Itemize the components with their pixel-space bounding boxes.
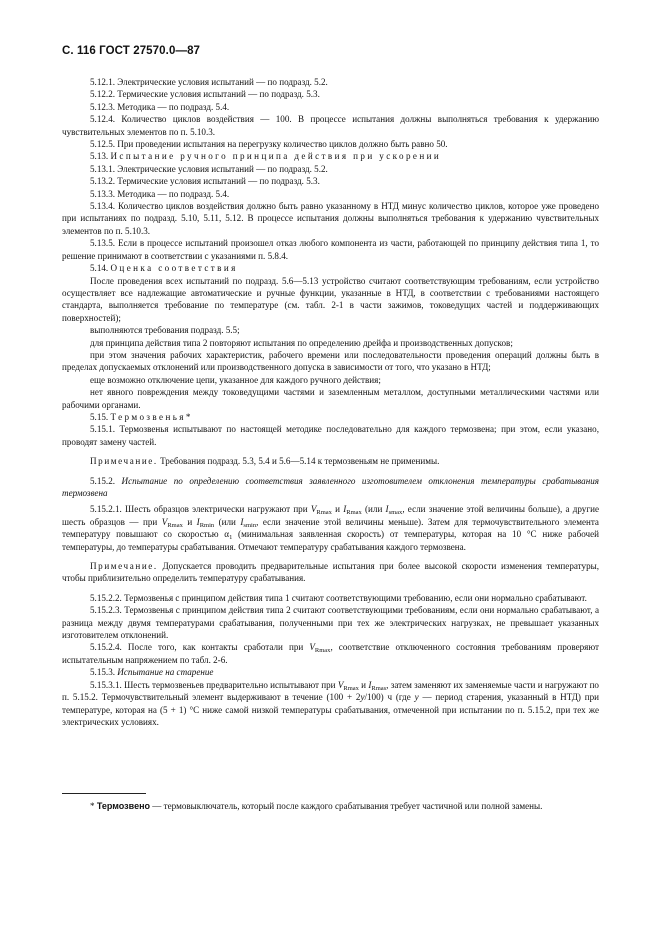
clause-5-15-2-1: 5.15.2.1. Шесть образцов электрически нагружают при $V_{Rmax}$ и $I_{Rmax}$ (или $I_{smax}$, если значение этой величины больше), а другие шесть образцов — при $V_{Rmax}$ и $I_{Rmin}$ (или $I_{smin}$, если значение этой величины меньше). Затем для термочувствительного элемента температуру повышают со скоростью $\alpha_1$ (минимальная заявленная скорость) от температуры, которая на 10 °С ниже рабочей температуры, до температуры срабатывания. Отмечают температуру срабатывания каждого термозвена.: [62, 504, 600, 552]
note-label: Примечание.: [90, 456, 158, 467]
section-number: 5.14.: [90, 263, 109, 274]
clause-5-12-4: 5.12.4. Количество циклов воздействия — 100. В процессе испытания должны выполняться требования к удержанию чувствительных элементов по п. 5.10.3.: [62, 114, 599, 137]
clause-5-14-b: выполняются требования подразд. 5.5;: [90, 325, 240, 336]
note-label: Примечание.: [90, 561, 158, 572]
clause-5-14-f: нет явного повреждения между токоведущими частями и заземленным металлом, доступными металлическими частями или рабочими органами.: [62, 387, 599, 410]
clause-5-13-1: 5.13.1. Электрические условия испытаний — по подразд. 5.2.: [90, 163, 328, 174]
section-number: 5.13.: [90, 151, 109, 162]
footnote-text: — термовыключатель, который после каждого срабатывания требует частичной или полной замены.: [150, 801, 543, 811]
note-1: [62, 455, 599, 467]
section-5-15-heading: [62, 411, 599, 423]
clause-5-15-2-2: 5.15.2.2. Термозвенья с принципом действия типа 1 считают соответствующими требованию, если они нормально срабатывают.: [90, 592, 587, 603]
note-text: Требования подразд. 5.3, 5.4 и 5.6—5.14 к термозвеньям не применимы.: [160, 456, 440, 467]
section-number: 5.15.: [90, 411, 109, 422]
clause-5-12-3: 5.12.3. Методика — по подразд. 5.4.: [90, 101, 230, 112]
clause-title: Испытание на старение: [117, 667, 214, 678]
note-text: Допускается проводить предварительные испытания при более высокой скорости изменения температуры, чтобы приблизительно определить температуру срабатывания.: [62, 561, 599, 584]
clause-5-13-3: 5.13.3. Методика — по подразд. 5.4.: [90, 188, 230, 199]
section-5-13-heading: [62, 150, 599, 162]
footnote-term: Термозвено: [96, 801, 151, 811]
clause-5-12-2: 5.12.2. Термические условия испытаний — по подразд. 5.3.: [90, 89, 320, 100]
section-title: Оценка соответствия: [110, 263, 238, 274]
clause-5-13-4: 5.13.4. Количество циклов воздействия должно быть равно указанному в НТД минус количество циклов, которое уже проведено при испытаниях по подразд. 5.10, 5.11, 5.12. В процессе испытания должны выполняться требования к удержанию чувствительных элементов по п. 5.10.3.: [62, 201, 599, 236]
section-title: Испытание ручного принципа действия при ускорении: [110, 151, 442, 162]
clause-5-15-2-heading: [62, 475, 599, 500]
clause-5-15-2-3: 5.15.2.3. Термозвенья с принципом действия типа 2 считают соответствующими требованиям, если они нормально срабатывают, а разница между двумя температурами срабатывания, полученными при тех же электрических нагрузках, не превышает указанных изготовителем отклонений.: [62, 605, 599, 641]
clause-5-15-2-4: 5.15.2.4. После того, как контакты сработали при $V_{Rmax}$, соответствие отключенного состояния требованиям проверяют испытательным напряжением по табл. 2-6.: [62, 642, 599, 665]
clause-5-12-1: 5.12.1. Электрические условия испытаний — по подразд. 5.2.: [90, 77, 328, 87]
clause-5-13-5: 5.13.5. Если в процессе испытаний произошел отказ любого компонента из части, работающей по принципу действия типа 1, то решение принимают в соответствии с указаниями п. 5.8.4.: [62, 238, 599, 261]
footnote-divider: [62, 793, 146, 794]
clause-number: 5.15.3.: [90, 667, 116, 678]
note-2: [62, 560, 599, 585]
footnote: [62, 800, 599, 812]
clause-5-15-3-1: 5.15.3.1. Шесть термозвеньев предварительно испытывают при $V_{Rmax}$ и $I_{Rmas}$, затем заменяют их заменяемые части и нагружают по п. 5.15.2. Термочувствительный элемент выдерживают в течение (100 + 2y/100) ч (где y — период старения, указанный в НТД) при температуре, которая на (5 + 1) °С ниже самой низкой температуры срабатывания, отмеченной при испытании по п. 5.15.2, при тех же электрических условиях.: [62, 679, 600, 727]
footnote-marker: *: [90, 801, 97, 811]
clause-5-14-c: для принципа действия типа 2 повторяют испытания по определению дрейфа и производственных допусков;: [90, 337, 513, 348]
clause-5-15-1: 5.15.1. Термозвенья испытывают по настоящей методике последовательно для каждого термозвена; при этом, если указано, проводят замену частей.: [62, 424, 599, 447]
clause-5-14-a: После проведения всех испытаний по подразд. 5.6—5.13 устройство считают соответствующим требованиям, если устройство осуществляет все надлежащие автоматические и ручные функции, указанные в НТД, в соответствии с требованиями настоящего стандарта, выполняется требование по температуре (см. табл. 2-1 в части зажимов, токоведущих частей и поддерживающих поверхностей);: [62, 275, 599, 323]
clause-number: 5.15.2.: [90, 475, 116, 486]
clause-title: Испытание по определению соответствия заявленного изготовителем отклонения температуры срабатывания термозвена: [62, 475, 599, 498]
page-header: С. 116 ГОСТ 27570.0—87: [62, 45, 201, 57]
clause-5-12-5: 5.12.5. При проведении испытания на перегрузку количество циклов должно быть равно 50.: [90, 139, 448, 150]
clause-5-13-2: 5.13.2. Термические условия испытаний — по подразд. 5.3.: [90, 176, 320, 187]
clause-5-14-e: еще возможно отключение цепи, указанное для каждого ручного действия;: [90, 374, 381, 385]
clause-5-14-d: при этом значения рабочих характеристик, рабочего времени или последовательности проведения операций должны быть в пределах допускаемых отклонений или производственного допуска в зависимости от того, что указано в НТД;: [62, 349, 599, 373]
section-5-14-heading: [62, 262, 599, 274]
clause-5-15-3-heading: [62, 666, 599, 678]
page-body: [62, 76, 599, 728]
section-title: Термозвенья*: [110, 411, 193, 422]
